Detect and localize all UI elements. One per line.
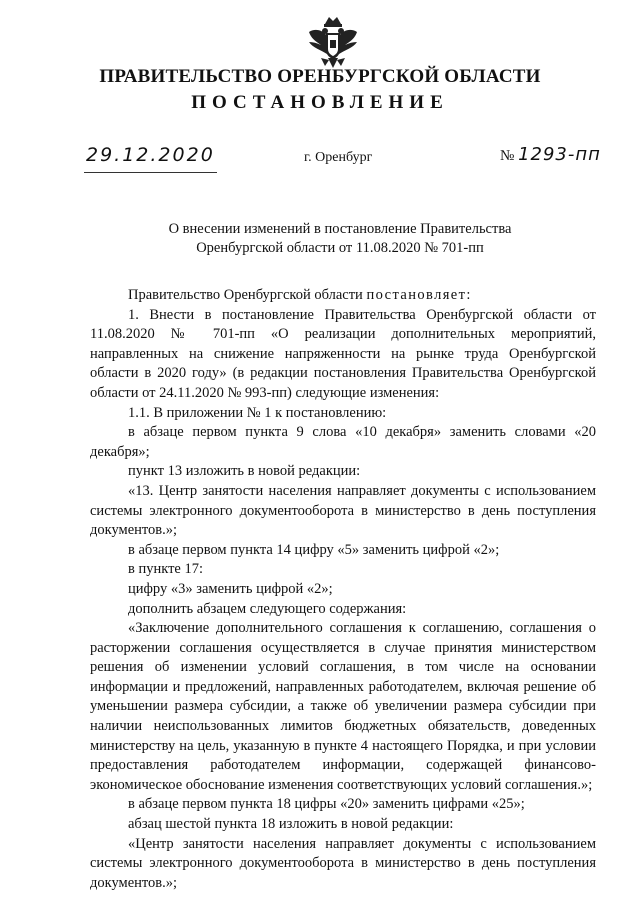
document-body [90, 286, 596, 893]
document-number [500, 144, 601, 172]
document-city: г. Оренбург [304, 150, 373, 165]
paragraph: в абзаце первом пункта 9 слова «10 декабря» заменить словами «20 декабря»; [90, 424, 596, 460]
paragraph: в пункте 17: [128, 561, 204, 578]
org-name: ПРАВИТЕЛЬСТВО ОРЕНБУРГСКОЙ ОБЛАСТИ [99, 66, 541, 87]
intro-paragraph [90, 286, 596, 306]
number-value: 1293-пп [518, 144, 601, 165]
subject-line-2: Оренбургской области от 11.08.2020 № 701-пп [196, 240, 484, 256]
document-subject [150, 220, 530, 258]
intro-resolves: постановляет: [366, 287, 472, 303]
number-prefix: № [500, 148, 515, 164]
paragraph: в абзаце первом пункта 18 цифры «20» заменить цифрами «25»; [128, 796, 525, 813]
paragraph: абзац шестой пункта 18 изложить в новой редакции: [128, 816, 454, 833]
paragraph: «Заключение дополнительного соглашения к соглашению, соглашения о расторжении соглашения осуществляется в случае принятия министерством решения об изменении условий соглашения, в том числе на основании информации и предложений, направленных работодателем, включая решение об уменьшении размера субсидии, а также об увеличении размера субсидии при наличии неиспользованных лимитов бюджетных обязательств, доведенных министерству на цель, указанную в пункте 4 настоящего Порядка, и при условии предоставления работодателем информации, содержащей финансово-экономическое обоснование изменения соответствующих условий соглашения.»; [90, 620, 596, 793]
paragraph: 1. Внести в постановление Правительства Оренбургской области от 11.08.2020 № 701-пп «О реализации дополнительных мероприятий, направленных на снижение напряженности на рынке труда Оренбургской области в 2020 году» (в редакции постановления Правительства Оренбургской области от 24.11.2020 № 993-пп) следующие изменения: [90, 306, 596, 401]
intro-text: Правительство Оренбургской области [128, 287, 367, 303]
subject-line-1: О внесении изменений в постановление Правительства [168, 221, 512, 237]
paragraph: цифру «3» заменить цифрой «2»; [128, 580, 333, 597]
document-type: ПОСТАНОВЛЕНИЕ [191, 92, 449, 113]
paragraph: дополнить абзацем следующего содержания: [128, 600, 407, 617]
coat-of-arms-icon [301, 14, 365, 72]
paragraph: пункт 13 изложить в новой редакции: [128, 463, 361, 480]
paragraph: «Центр занятости населения направляет документы с использованием системы электронного документооборота в министерство в день поступления документов.»; [90, 835, 596, 891]
paragraph: в абзаце первом пункта 14 цифру «5» заменить цифрой «2»; [128, 541, 500, 558]
paragraph: «13. Центр занятости населения направляет документы с использованием системы электронного документооборота в министерство в день поступления документов.»; [90, 482, 596, 539]
document-date: 29.12.2020 [84, 144, 217, 173]
paragraph: 1.1. В приложении № 1 к постановлению: [128, 404, 387, 421]
